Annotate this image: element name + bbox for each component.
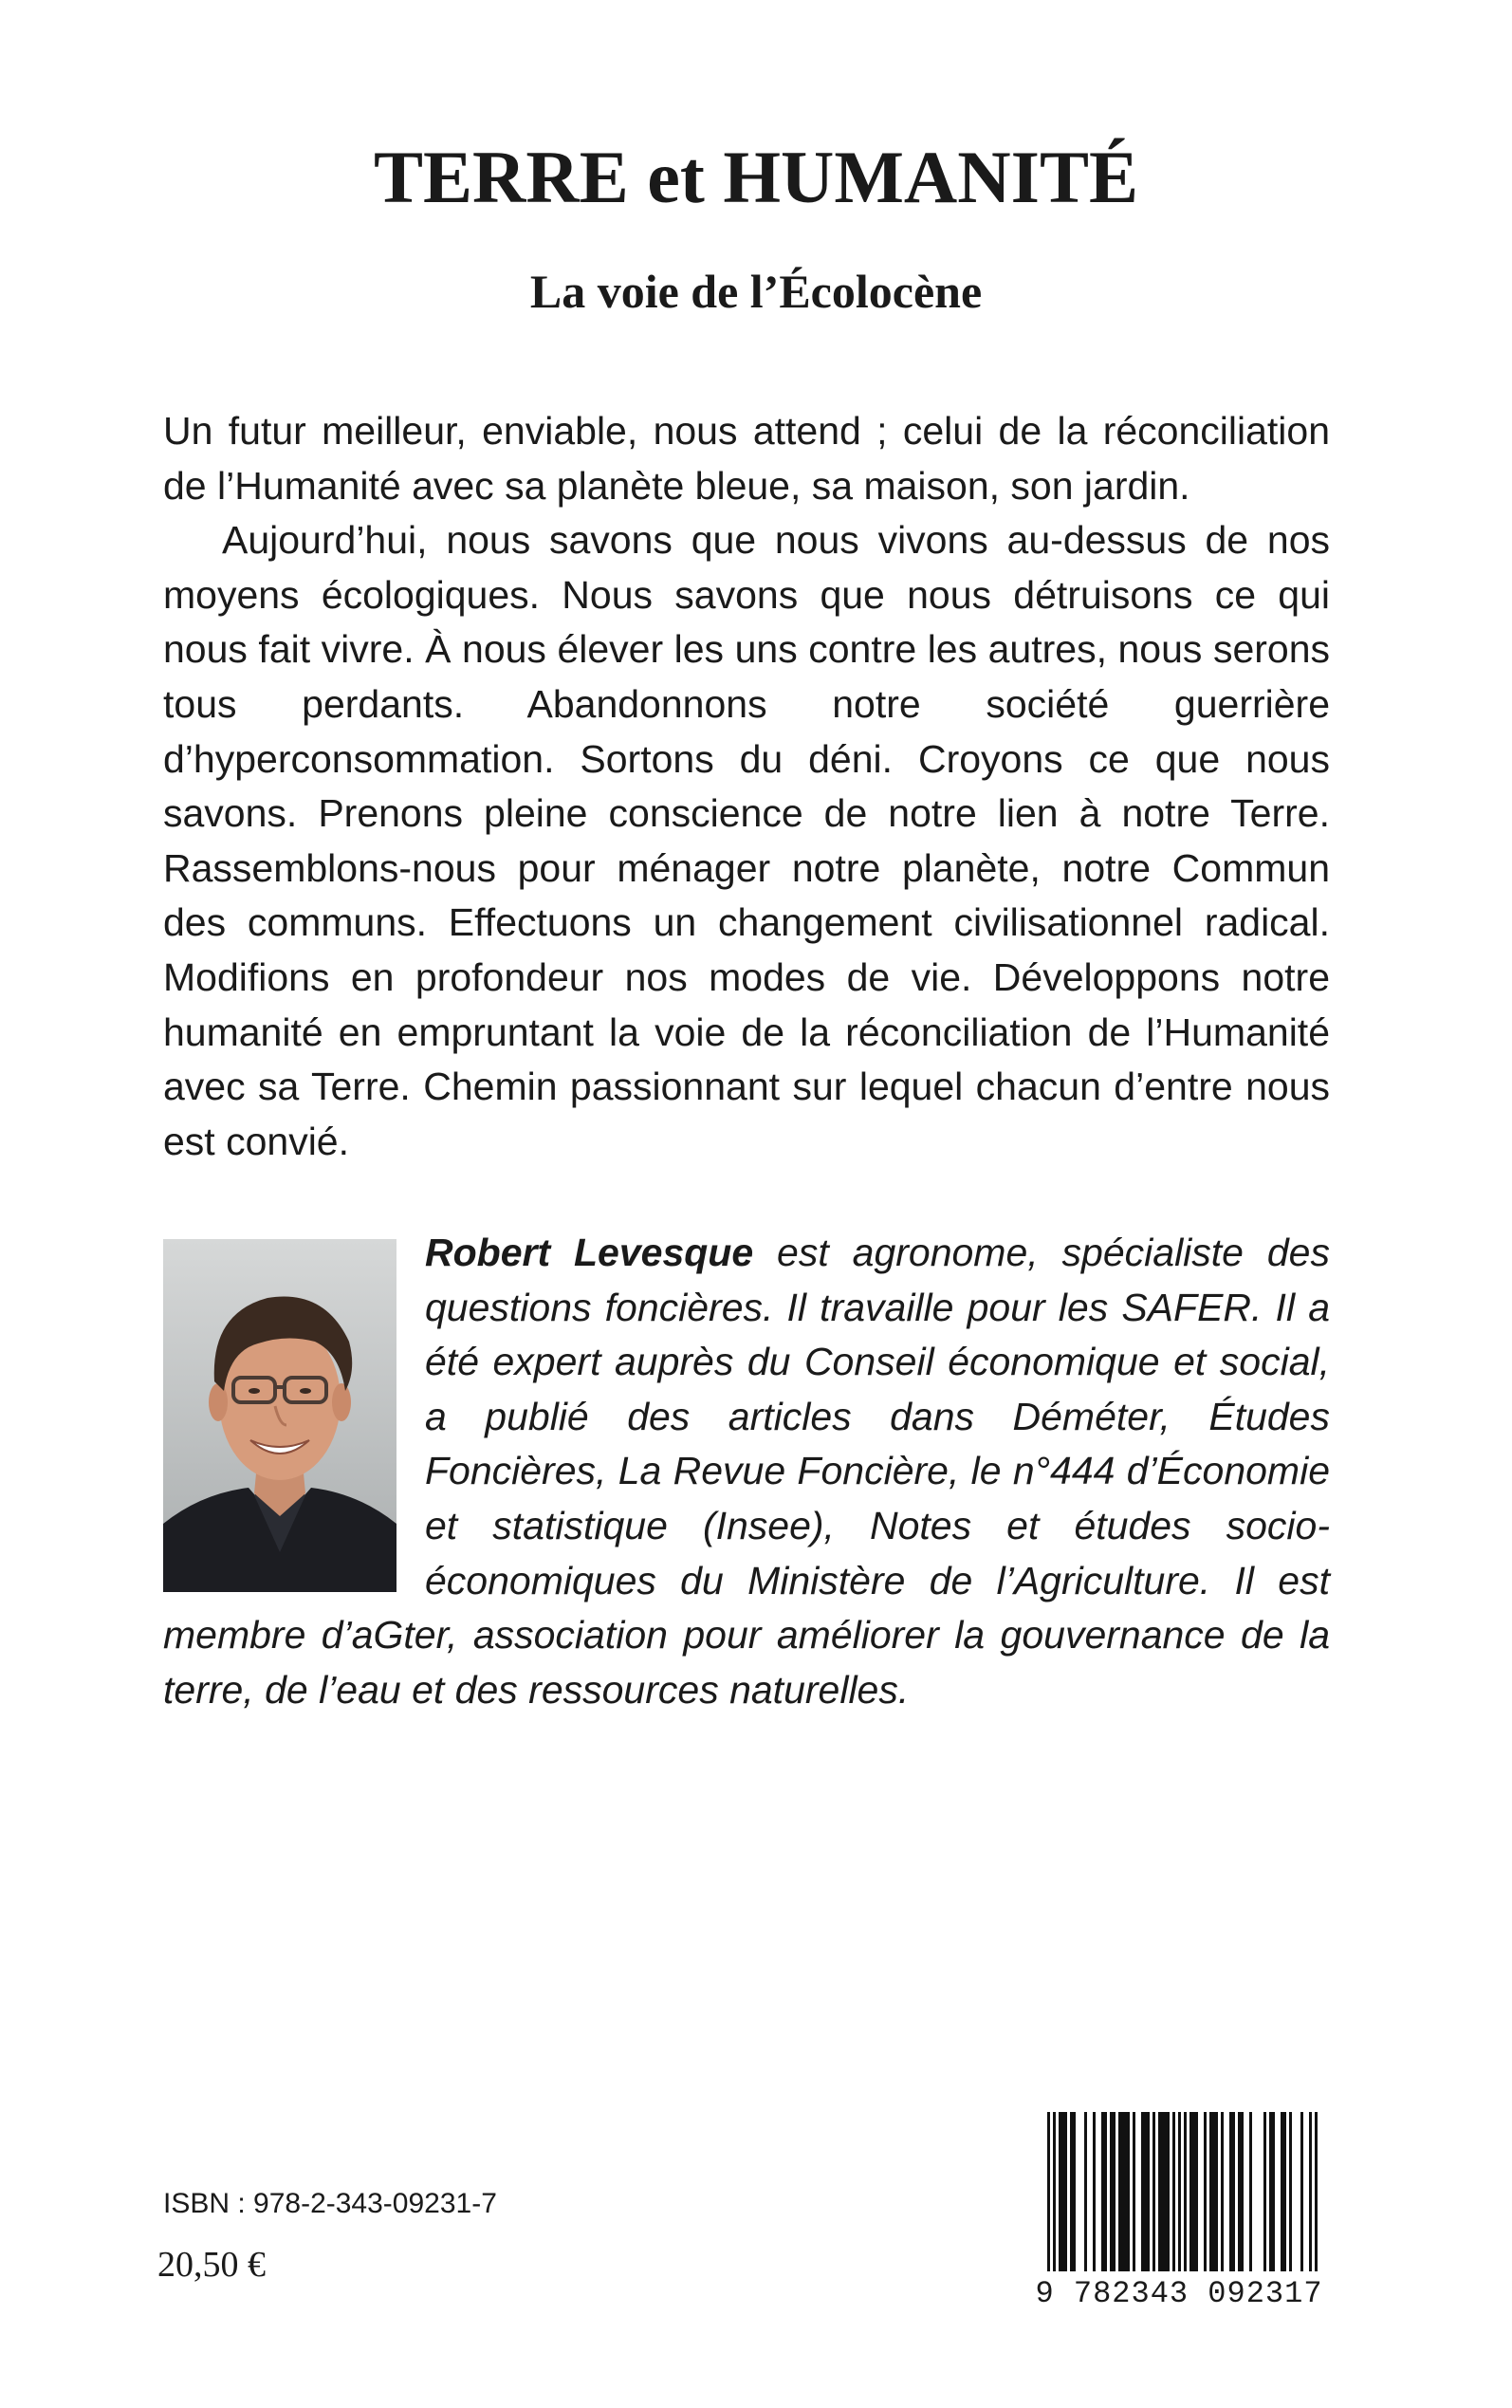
barcode-bar [1110, 2112, 1113, 2271]
barcode-bar [1212, 2112, 1215, 2271]
barcode-bar [1232, 2112, 1235, 2271]
barcode-bar [1204, 2112, 1207, 2271]
barcode-bar [1121, 2112, 1124, 2271]
barcode-bar [1209, 2112, 1212, 2271]
barcode-bar [1272, 2112, 1275, 2271]
barcode-bar [1053, 2112, 1056, 2271]
barcode-bar [1064, 2112, 1067, 2271]
barcode-bar [1221, 2112, 1224, 2271]
barcode-bar [1300, 2112, 1303, 2271]
book-title: TERRE et HUMANITÉ [373, 136, 1138, 218]
author-portrait-image [163, 1239, 396, 1592]
barcode-bar [1281, 2112, 1283, 2271]
barcode-bar [1104, 2112, 1107, 2271]
barcode-bar [1215, 2112, 1218, 2271]
barcode-bar [1070, 2112, 1073, 2271]
barcode-bar [1158, 2112, 1161, 2271]
barcode-bar [1124, 2112, 1127, 2271]
author-photo [163, 1239, 396, 1592]
price-label: 20,50 € [157, 2245, 266, 2285]
barcode-bar [1289, 2112, 1292, 2271]
author-bio-text: est agronome, spécialiste des questions foncières. Il travaille pour les SAFER. Il a été expert auprès du Conseil économique et social, a publié des articles dans Déméter, Études Foncières, La Revue Foncière, le n°444 d’Économie et statistique (Insee), Notes et études socio-économiques du Ministère de l’Agriculture. Il est membre d’aGter, association pour améliorer la gouvernance de la terre, de l’eau et des ressources naturelles. [163, 1231, 1330, 1712]
barcode-bar [1195, 2112, 1198, 2271]
barcode-bar [1172, 2112, 1175, 2271]
barcode-bar [1147, 2112, 1150, 2271]
isbn-label: ISBN : 978-2-343-09231-7 [163, 2188, 497, 2219]
barcode-bar [1144, 2112, 1147, 2271]
barcode-bar [1309, 2112, 1312, 2271]
barcode-bar [1047, 2112, 1050, 2271]
barcode-bar [1269, 2112, 1272, 2271]
barcode-bar [1133, 2112, 1135, 2271]
barcode-bar [1141, 2112, 1144, 2271]
blurb-paragraph-2: Aujourd’hui, nous savons que nous vivons au-dessus de nos moyens écologiques. Nous savons que nous détruisons ce qui nous fait vivre. À nous élever les uns contre les autres, nous serons tous perdants. Abandonnons notre société guerrière d’hyperconsommation. Sortons du déni. Croyons ce que nous savons. Prenons pleine conscience de notre lien à notre Terre. Rassemblons-nous pour ménager notre planète, notre Commun des communs. Effectuons un changement civilisationnel radical. Modifions en profondeur nos modes de vie. Développons notre humanité en empruntant la voie de la réconciliation de l’Humanité avec sa Terre. Chemin passionnant sur lequel chacun d’entre nous est convié. [163, 518, 1330, 1163]
barcode-bar [1184, 2112, 1187, 2271]
book-subtitle: La voie de l’Écolocène [529, 265, 983, 318]
barcode-bar [1315, 2112, 1318, 2271]
barcode-bar [1189, 2112, 1192, 2271]
barcode-bar [1113, 2112, 1116, 2271]
barcode-bar [1241, 2112, 1244, 2271]
barcode-bar [1073, 2112, 1076, 2271]
barcode-bar [1059, 2112, 1061, 2271]
barcode-bar [1061, 2112, 1064, 2271]
blurb-paragraph-1: Un futur meilleur, enviable, nous attend ; celui de la réconciliation de l’Humanité avec sa planète bleue, sa maison, son jardin. [163, 409, 1330, 508]
barcode-bar [1084, 2112, 1087, 2271]
barcode-bar [1283, 2112, 1286, 2271]
barcode-bar [1167, 2112, 1170, 2271]
author-bio [163, 1226, 1330, 1717]
barcode [1026, 2112, 1332, 2315]
barcode-bar [1238, 2112, 1241, 2271]
barcode-bar [1093, 2112, 1096, 2271]
back-cover-blurb [163, 404, 1330, 1169]
barcode-bar [1192, 2112, 1195, 2271]
barcode-bar [1164, 2112, 1167, 2271]
barcode-bar [1249, 2112, 1252, 2271]
author-name: Robert Levesque [425, 1231, 754, 1274]
barcode-bar [1152, 2112, 1155, 2271]
barcode-bars [1026, 2112, 1332, 2279]
barcode-bar [1263, 2112, 1266, 2271]
barcode-bar [1178, 2112, 1181, 2271]
barcode-digits: 9 782343 092317 [1035, 2276, 1323, 2311]
barcode-bar [1161, 2112, 1164, 2271]
barcode-bar [1118, 2112, 1121, 2271]
barcode-bar [1101, 2112, 1104, 2271]
barcode-bar [1229, 2112, 1232, 2271]
barcode-bar [1127, 2112, 1130, 2271]
